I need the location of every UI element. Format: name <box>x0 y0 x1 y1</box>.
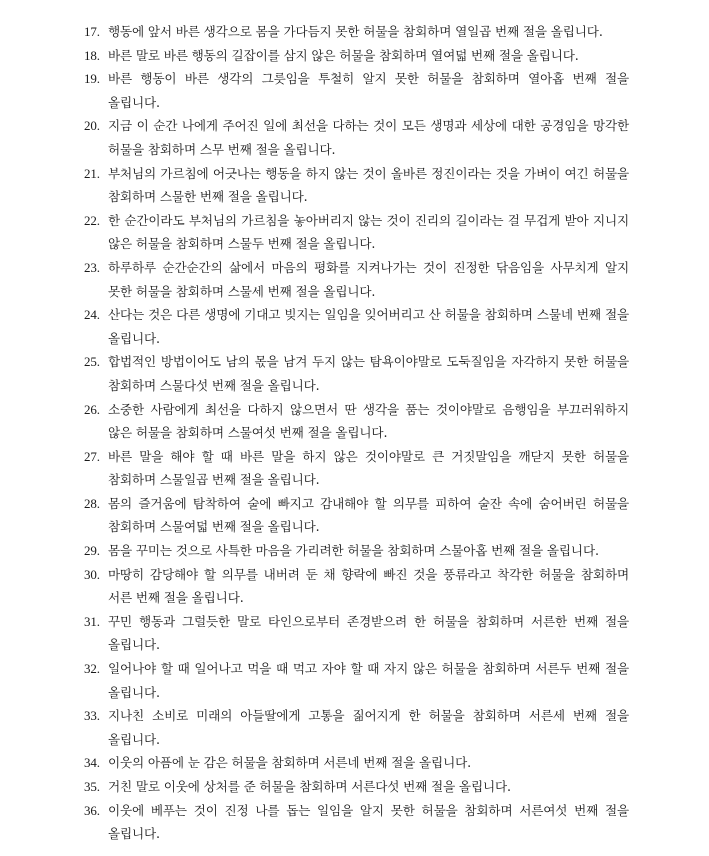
repentance-list <box>84 20 629 846</box>
list-item <box>84 610 629 657</box>
item-number: 34. <box>84 755 100 771</box>
list-item <box>84 775 629 799</box>
item-text: 소중한 사람에게 최선을 다하지 않으면서 딴 생각을 품는 것이야말로 음행임을 부끄러워하지 않은 허물을 참회하며 스물여섯 번째 절을 올립니다. <box>108 401 629 441</box>
list-item <box>84 751 629 775</box>
item-text: 부처님의 가르침에 어긋나는 행동을 하지 않는 것이 올바른 정진이라는 것을 가벼이 여긴 허물을 참회하며 스물한 번째 절을 올립니다. <box>108 165 629 205</box>
item-number: 25. <box>84 354 100 370</box>
item-text: 일어나야 할 때 일어나고 먹을 때 먹고 자야 할 때 자지 않은 허물을 참회하며 서른두 번째 절을 올립니다. <box>108 661 629 700</box>
item-number: 27. <box>84 448 100 464</box>
item-number: 17. <box>84 24 100 39</box>
item-text: 거친 말로 이웃에 상처를 준 허물을 참회하며 서른다섯 번째 절을 올립니다. <box>108 779 511 794</box>
list-item <box>84 209 629 256</box>
item-number: 31. <box>84 613 100 629</box>
list-item <box>84 445 629 492</box>
item-text: 지나친 소비로 미래의 아들딸에게 고통을 짊어지게 한 허물을 참회하며 서른세 번째 절을 올립니다. <box>108 708 629 747</box>
list-item <box>84 256 629 303</box>
item-text: 하루하루 순간순간의 삶에서 마음의 평화를 지켜나가는 것이 진정한 닦음임을 사무치게 알지 못한 허물을 참회하며 스물세 번째 절을 올립니다. <box>108 259 629 299</box>
item-text: 마땅히 감당해야 할 의무를 내버려 둔 채 향락에 빠진 것을 풍류라고 착각한 허물을 참회하며 서른 번째 절을 올립니다. <box>108 566 629 606</box>
item-text: 한 순간이라도 부처님의 가르침을 놓아버리지 않는 것이 진리의 길이라는 걸 무겁게 받아 지니지 않은 허물을 참회하며 스물두 번째 절을 올립니다. <box>108 212 629 252</box>
item-number: 28. <box>84 495 100 511</box>
list-item <box>84 67 629 114</box>
item-number: 35. <box>84 779 100 794</box>
item-text: 산다는 것은 다른 생명에 기대고 빚지는 일임을 잊어버리고 산 허물을 참회하며 스물네 번째 절을 올립니다. <box>108 307 629 346</box>
item-number: 36. <box>84 802 100 818</box>
item-number: 32. <box>84 661 100 677</box>
list-item <box>84 492 629 539</box>
list-item <box>84 398 629 445</box>
item-text: 몸을 꾸미는 것으로 사특한 마음을 가리려한 허물을 참회하며 스물아홉 번째 절을 올립니다. <box>108 543 599 559</box>
list-item <box>84 303 629 350</box>
item-number: 20. <box>84 118 100 134</box>
list-item <box>84 657 629 704</box>
list-item <box>84 350 629 397</box>
item-number: 29. <box>84 543 100 559</box>
list-item <box>84 704 629 751</box>
item-number: 33. <box>84 708 100 724</box>
item-text: 바른 말로 바른 행동의 길잡이를 삼지 않은 허물을 참회하며 열여덟 번째 절을 올립니다. <box>108 47 579 63</box>
item-text: 바른 행동이 바른 생각의 그릇임을 투철히 알지 못한 허물을 참회하며 열아홉 번째 절을 올립니다. <box>108 71 629 110</box>
item-text: 바른 말을 해야 할 때 바른 말을 하지 않은 것이야말로 큰 거짓말임을 깨닫지 못한 허물을 참회하며 스물일곱 번째 절을 올립니다. <box>108 448 629 488</box>
item-number: 30. <box>84 566 100 582</box>
item-text: 이웃의 아픔에 눈 감은 허물을 참회하며 서른네 번째 절을 올립니다. <box>108 755 471 771</box>
item-text: 합법적인 방법이어도 남의 몫을 남겨 두지 않는 탐욕이야말로 도둑질임을 자각하지 못한 허물을 참회하며 스물다섯 번째 절을 올립니다. <box>108 354 629 393</box>
list-item <box>84 563 629 610</box>
item-text: 행동에 앞서 바른 생각으로 몸을 가다듬지 못한 허물을 참회하며 열일곱 번째 절을 올립니다. <box>108 24 603 39</box>
item-text: 꾸민 행동과 그럴듯한 말로 타인으로부터 존경받으려 한 허물을 참회하며 서른한 번째 절을 올립니다. <box>108 613 629 653</box>
item-number: 23. <box>84 259 100 275</box>
item-text: 몸의 즐거움에 탐착하여 술에 빠지고 감내해야 할 의무를 피하여 술잔 속에 숨어버린 허물을 참회하며 스물여덟 번째 절을 올립니다. <box>108 495 629 535</box>
item-text: 지금 이 순간 나에게 주어진 일에 최선을 다하는 것이 모든 생명과 세상에 대한 공경임을 망각한 허물을 참회하며 스무 번째 절을 올립니다. <box>108 118 629 157</box>
item-number: 19. <box>84 71 100 87</box>
item-number: 26. <box>84 401 100 417</box>
list-item <box>84 799 629 846</box>
item-number: 24. <box>84 307 100 323</box>
list-item <box>84 162 629 209</box>
list-item <box>84 20 629 44</box>
list-item <box>84 44 629 68</box>
list-item <box>84 539 629 563</box>
item-number: 18. <box>84 47 100 63</box>
list-item <box>84 114 629 161</box>
item-number: 21. <box>84 165 100 181</box>
item-text: 이웃에 베푸는 것이 진정 나를 돕는 일임을 알지 못한 허물을 참회하며 서른여섯 번째 절을 올립니다. <box>108 802 629 842</box>
item-number: 22. <box>84 212 100 228</box>
